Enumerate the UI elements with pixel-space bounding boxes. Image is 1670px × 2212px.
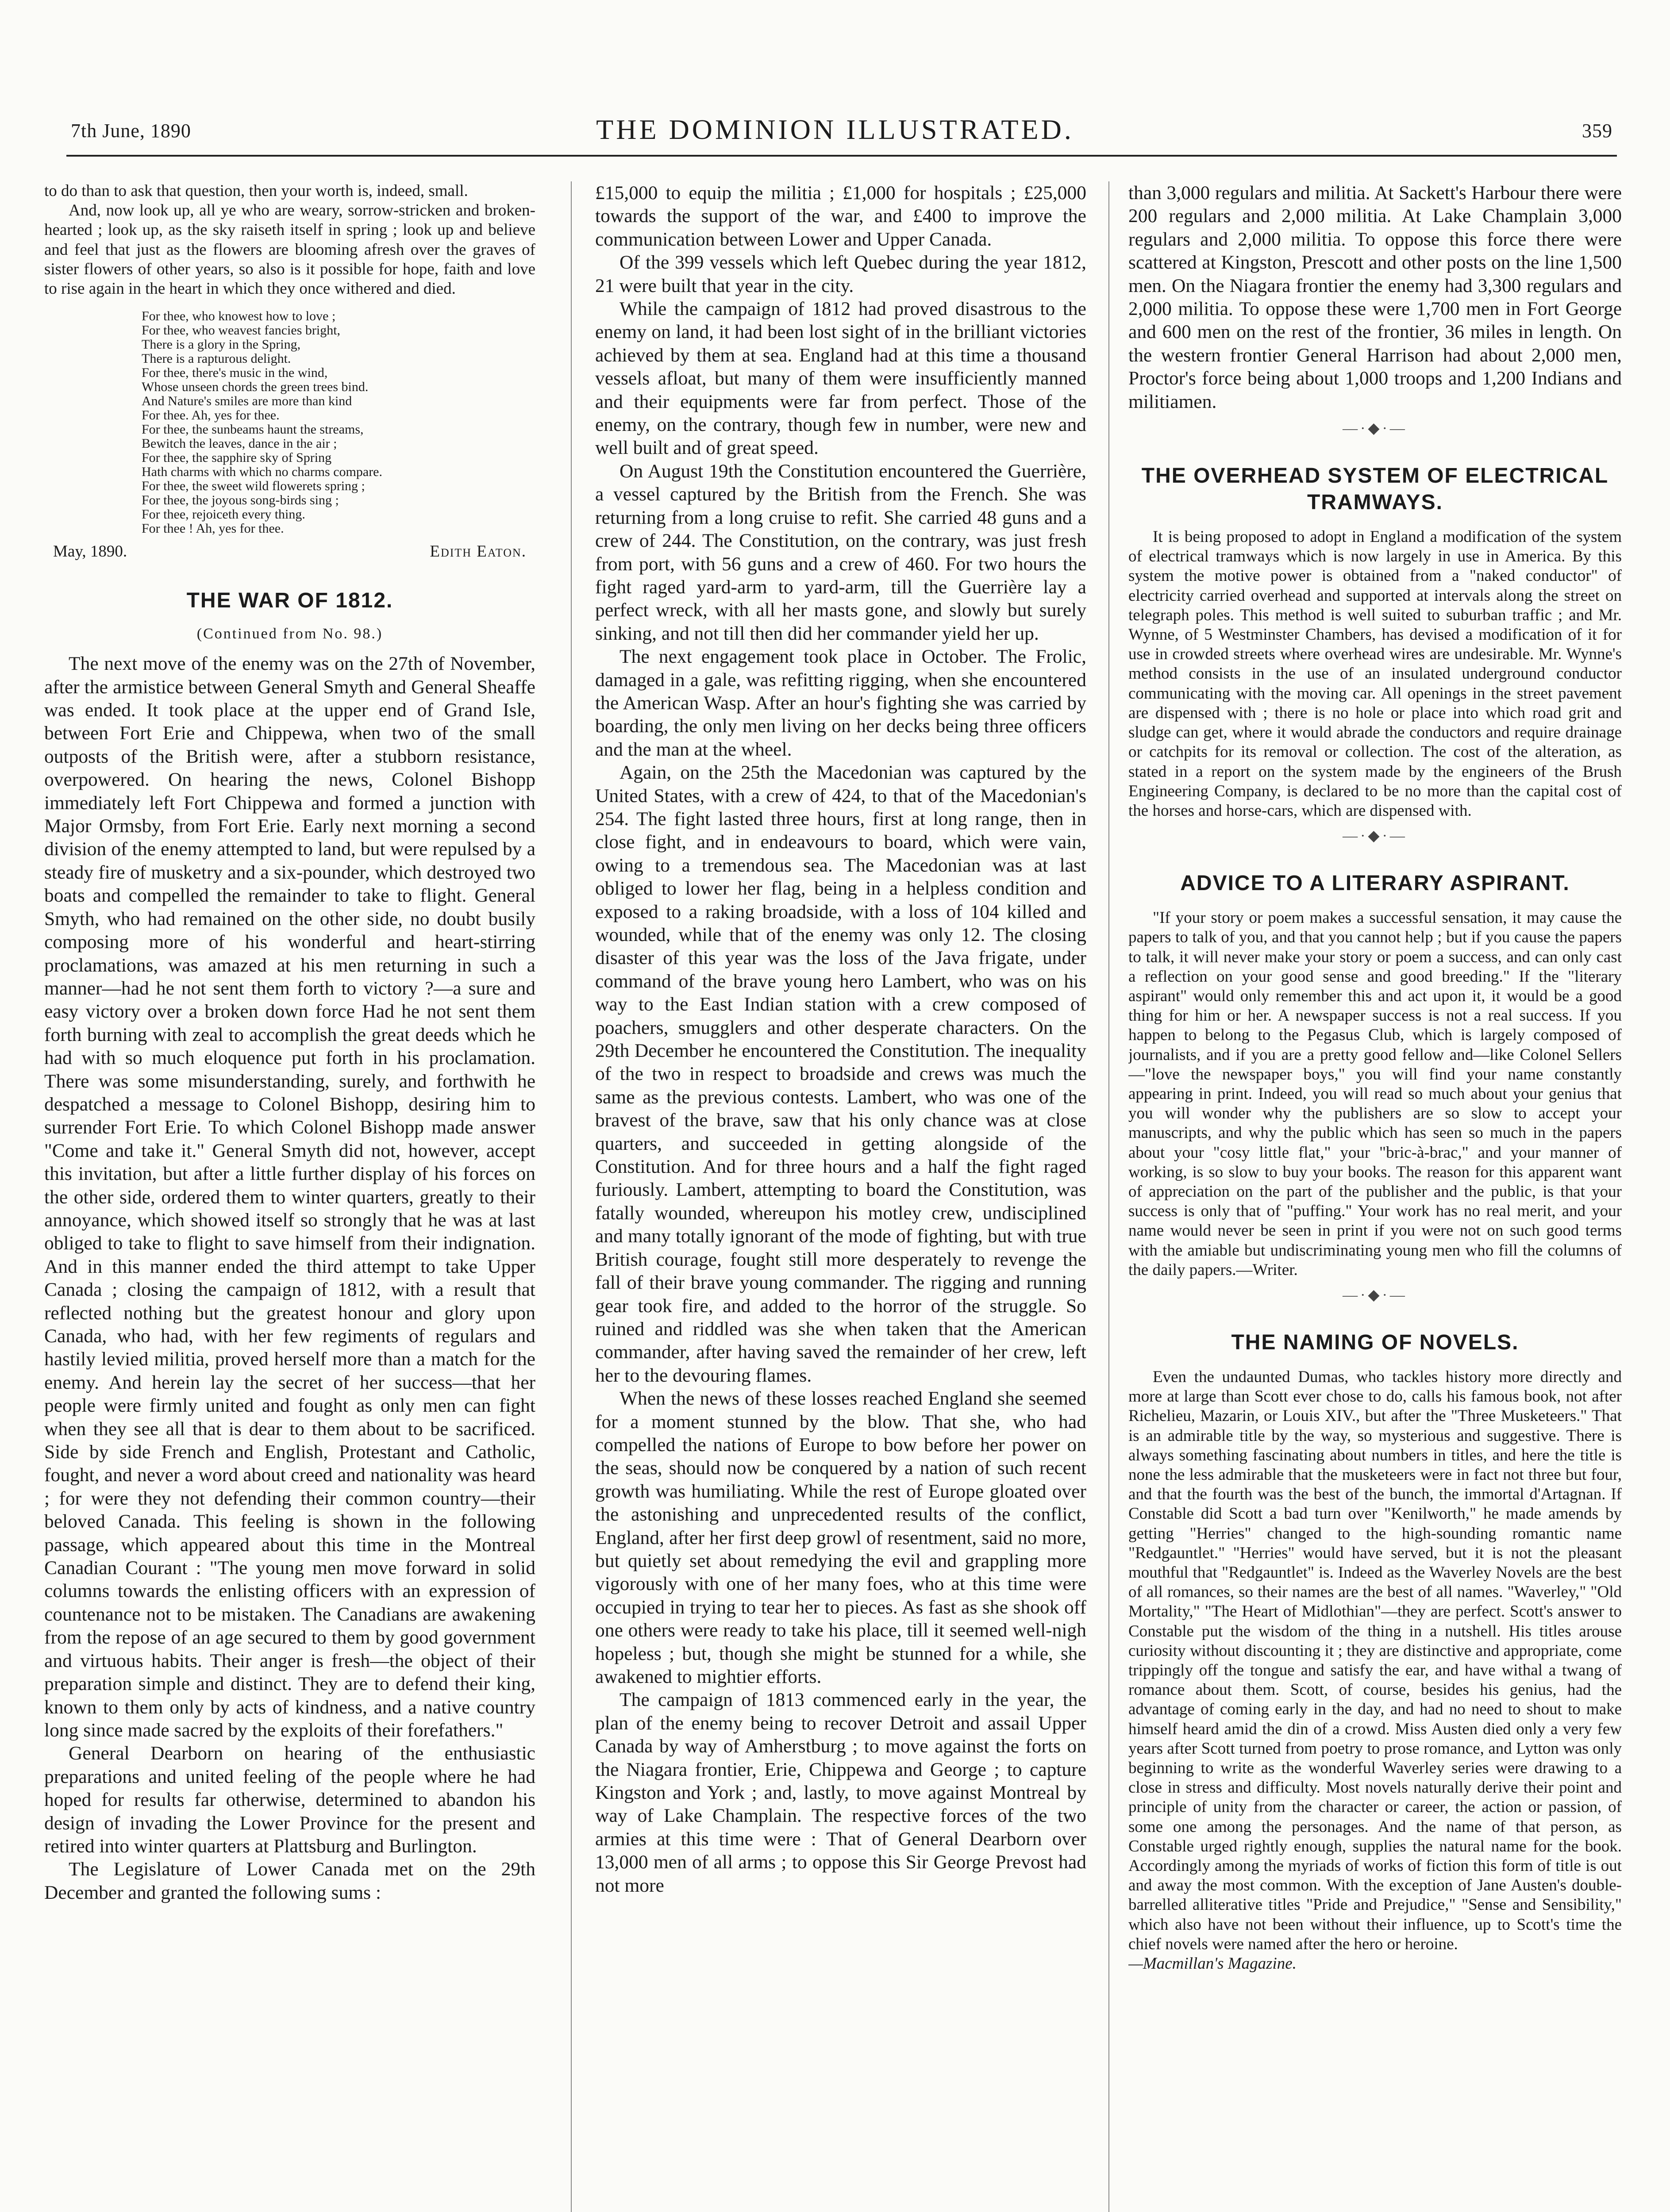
poem-line: For thee, there's music in the wind,	[142, 365, 328, 380]
poem-line: Bewitch the leaves, dance in the air ;	[142, 436, 337, 451]
article-paragraph: The next engagement took place in October. The Frolic, damaged in a gale, was refitting rigging, when she encountered the American Wasp. After an hour's fighting she was carried by boarding, the only men living on her decks being three officers and the man at the wheel.	[595, 646, 1086, 760]
poem-line: For thee, the sapphire sky of Spring	[142, 450, 332, 465]
poem-line: For thee, rejoiceth every thing.	[142, 507, 305, 522]
section-ornament: —·◆·—	[1343, 1286, 1408, 1303]
article-paragraph: While the campaign of 1812 had proved disastrous to the enemy on land, it had been lost sight of in the brilliant victories achieved by them at sea. England had at this time a thousand vessels afloat, but many of them were insufficiently manned and their equipments were far from perfect. Those of the enemy, on the contrary, though few in number, were new and well built and of great speed.	[595, 298, 1086, 459]
poem-line: There is a glory in the Spring,	[142, 337, 301, 352]
poem-line: Hath charms with which no charms compare.	[142, 465, 382, 480]
poem-line: For thee, the sunbeams haunt the streams,	[142, 422, 364, 437]
column-divider	[571, 181, 572, 2212]
article-paragraph: When the news of these losses reached England she seemed for a moment stunned by the blow. That she, who had compelled the nations of Europe to bow before her power on the seas, should now be conquered by a nation of such recent growth was humiliating. While the rest of Europe gloated over the astonishing and unprecedented results of the conflict, England, after her first deep growl of resentment, said no more, but quietly set about remedying the evil and grappling more vigorously with one of her many foes, who at this time were occupied in trying to tear her to pieces. As fast as she shook off one others were ready to take his place, till it seemed well-nigh hopeless ; but, though she might be stunned for a while, she awakened to mightier efforts.	[595, 1388, 1086, 1687]
column-divider	[1108, 181, 1109, 2212]
issue-date: 7th June, 1890	[71, 120, 191, 142]
article-paragraph: On August 19th the Constitution encountered the Guerrière, a vessel captured by the British from the French. She was returning from a long cruise to refit. She carried 48 guns and a crew of 244. The Constitution, on the contrary, was just fresh from port, with 56 guns and a crew of 460. For two hours the fight raged yard-arm to yard-arm, till the Guerrière lay a perfect wreck, with all her masts gone, and slowly but surely sinking, and not till then did her commander yield her up.	[595, 460, 1086, 644]
article-title-war-of-1812: THE WAR OF 1812.	[186, 589, 393, 613]
article-paragraph: The Legislature of Lower Canada met on the 29th December and granted the following sums :	[44, 1859, 535, 1903]
article-paragraph: Again, on the 25th the Macedonian was captured by the United States, with a crew of 424, to that of the Macedonian's 254. The fight lasted three hours, first at long range, then in close fight, and in endeavours to board, which were vain, owing to a tremendous sea. The Macedonian was at last obliged to lower her flag, being in a helpless condition and exposed to a raking broadside, with a loss of 104 killed and wounded, while that of the enemy was only 12. The closing disaster of this year was the loss of the Java frigate, under command of the brave young hero Lambert, who was on his way to the East Indian station with a crew composed of poachers, smugglers and other desperate characters. On the 29th December he encountered the Constitution. The inequality of the two in respect to broadside and crews was much the same as the previous contests. Lambert, who was one of the bravest of the brave, saw that his only chance was at close quarters, and succeeded in getting alongside of the Constitution. And for three hours and a half the fight raged furiously. Lambert, attempting to board the Constitution, was fatally wounded, whereupon his motley crew, undisciplined and many totally ignorant of the mode of fighting, but with true British courage, fought still more desperately to revenge the fall of their brave young commander. The rigging and running gear took fire, and added to the horror of the struggle. So ruined and riddled was she when taken that the American commander, after having saved the remainder of her crew, left her to the devouring flames.	[595, 762, 1086, 1386]
poem-date: May, 1890.	[53, 542, 127, 561]
poem-line: There is a rapturous delight.	[142, 351, 291, 366]
article-paragraph: General Dearborn on hearing of the enthusiastic preparations and united feeling of the people where he had hoped for results far otherwise, determined to abandon his design of invading the Lower Province for the present and retired into winter quarters at Plattsburg and Burlington.	[44, 1743, 535, 1857]
article-subtitle: (Continued from No. 98.)	[196, 626, 383, 642]
article-paragraph: The campaign of 1813 commenced early in the year, the plan of the enemy being to recover Detroit and assail Upper Canada by way of Amherstburg ; to move against the forts on the Niagara frontier, Erie, Chippewa and George ; to capture Kingston and York ; and, lastly, to move against Montreal by way of Lake Champlain. The respective forces of the two armies at this time were : That of General Dearborn over 13,000 men of all arms ; to oppose this Sir George Prevost had not more	[595, 1689, 1086, 1896]
column-left	[44, 181, 535, 2212]
column-middle	[595, 181, 1086, 2212]
poem-line: And Nature's smiles are more than kind	[142, 394, 352, 409]
masthead-title: THE DOMINION ILLUSTRATED.	[596, 114, 1074, 145]
article-title-advice: ADVICE TO A LITERARY ASPIRANT.	[1180, 872, 1570, 895]
section-ornament: —·◆·—	[1343, 420, 1408, 437]
header-rule	[66, 155, 1617, 157]
poem-line: For thee ! Ah, yes for thee.	[142, 521, 284, 536]
poem-line: Whose unseen chords the green trees bind.	[142, 380, 369, 395]
column-right	[1128, 181, 1622, 2212]
article-paragraph: Even the undaunted Dumas, who tackles history more directly and more at large than Scott ever chose to do, calls his famous book, not after Richelieu, Mazarin, or Louis XIV., but after the "Three Musketeers." That is an admirable title by the way, so mysterious and suggestive. There is always something fascinating about numbers in titles, and here the title is none the less admirable that the musketeers were in fact not three but four, and that the fourth was the best of the bunch, the immortal d'Artagnan. If Constable did Scott a bad turn over "Kenilworth," he made amends by getting "Herries" changed to the high-sounding romantic name "Redgauntlet." "Herries" would have served, but it is not the pleasant mouthful that "Redgauntlet" is. Indeed as the Waverley Novels are the best of all romances, so their names are the best of all names. "Waverley," "Old Mortality," "The Heart of Midlothian"—they are perfect. Scott's answer to Constable put the wisdom of the thing in a nutshell. His titles arouse curiosity without discounting it ; they are distinctive and appropriate, come trippingly off the tongue and satisfy the ear, and have withal a twang of romance about them. Scott, of course, besides his genius, had the advantage of coming early in the day, and had no need to shout to make himself heard amid the din of a crowd. Miss Austen died only a very few years after Scott turned from poetry to prose romance, and Lytton was only beginning to write as the wonderful Waverley series were drawing to a close in stress and difficulty. Most novels naturally derive their point and principle of unity from the character or career, the action or passion, of some one among the personages. And the name of that person, as Constable urged rightly enough, supplies the natural name for the book. Accordingly among the myriads of works of fiction this form of title is out and away the most common. With the exception of Jane Austen's double-barrelled alliterative titles "Pride and Prejudice," "Sense and Sensibility," which also have not been without their influence, up to Scott's time the chief novels were named after the hero or heroine.	[1128, 1367, 1622, 1953]
article-paragraph: "If your story or poem makes a successful sensation, it may cause the papers to talk of you, and that you cannot help ; but if you cause the papers to talk, it will never make your story or poem a success, and can only cast a reflection on your good sense and good breeding." If the "literary aspirant" would only remember this and act upon it, it would be a good thing for him or her. A newspaper success is not a real success. If you happen to belong to the Pegasus Club, which is largely composed of journalists, and if you are a pretty good fellow and—like Colonel Sellers—"love the newspaper boys," you will find your name constantly appearing in print. Indeed, you will read so much about your genius that you will wonder why the publishers are so slow to accept your manuscripts, and why the public which has seen so much in the papers about your "cosy little flat," your "bric-à-brac," and your manner of working, is so slow to buy your books. The reason for this apparent want of appreciation on the part of the publisher and the public, is that your success is only that of "puffing." Your work has no real merit, and your name would never be seen in print if you were not on such good terms with the amiable but undiscriminating young men who fill the columns of the daily papers.—Writer.	[1128, 909, 1622, 1279]
poem-line: For thee, who weavest fancies bright,	[142, 323, 341, 338]
poem-line: For thee, the sweet wild flowerets spring ;	[142, 479, 365, 494]
article-paragraph: £15,000 to equip the militia ; £1,000 for hospitals ; £25,000 towards the support of the war, and £400 to improve the communication between Lower and Upper Canada.	[595, 182, 1086, 250]
intro-paragraph: And, now look up, all ye who are weary, sorrow-stricken and broken-hearted ; look up, as the sky raiseth itself in spring ; look up and believe and feel that just as the flowers are blooming afresh over the graves of sister flowers of other years, so also is it possible for hope, faith and love to rise again in the heart in which they once withered and died.	[44, 201, 535, 298]
page-number: 359	[1582, 120, 1612, 142]
article-paragraph: It is being proposed to adopt in England a modification of the system of electrical tramways which is now largely in use in America. By this system the motive power is obtained from a "naked conductor" of electricity carried overhead and supported at intervals along the street on telegraph poles. This method is well suited to suburban traffic ; and Mr. Wynne, of 5 Westminster Chambers, has devised a modification of it for use in crowded streets where overhead wires are undesirable. Mr. Wynne's method consists in the use of an insulated underground conductor communicating with the moving car. All openings in the street pavement are dispensed with ; there is no hole or place into which road grit and sludge can get, where it would abrade the conductors and require drainage or catchpits for its removal or collection. The cost of the alteration, as stated in a report on the system made by the engineers of the Brush Engineering Company, is declared to be no more than the capital cost of the horses and horse-cars, which are dispensed with.	[1128, 528, 1622, 820]
article-title-tramways: THE OVERHEAD SYSTEM OF ELECTRICAL TRAMWAYS.	[1141, 464, 1609, 515]
poem-line: For thee, the joyous song-birds sing ;	[142, 493, 339, 508]
article-title-novels: THE NAMING OF NOVELS.	[1231, 1330, 1519, 1354]
poem-line: For thee. Ah, yes for thee.	[142, 408, 280, 423]
poem-author: Edith Eaton.	[430, 542, 527, 561]
poem	[142, 309, 535, 536]
poem-line: For thee, who knowest how to love ;	[142, 309, 336, 324]
poem-signature	[53, 542, 527, 561]
article-source: —Macmillan's Magazine.	[1128, 1955, 1297, 1973]
intro-paragraph: to do than to ask that question, then your worth is, indeed, small.	[44, 182, 468, 200]
section-ornament: —·◆·—	[1343, 828, 1408, 845]
article-paragraph: Of the 399 vessels which left Quebec during the year 1812, 21 were built that year in the city.	[595, 252, 1086, 296]
article-paragraph: than 3,000 regulars and militia. At Sackett's Harbour there were 200 regulars and 2,000 militia. At Lake Champlain 3,000 regulars and 2,000 militia. To oppose this force there were scattered at Kingston, Prescott and other posts on the line 1,500 men. On the Niagara frontier the enemy had 3,300 regulars and 2,000 militia. To oppose these were 1,700 men in Fort George and 600 men on the rest of the frontier, 36 miles in length. On the western frontier General Harrison had about 2,000 men, Proctor's force being about 1,000 troops and 1,200 Indians and militiamen.	[1128, 182, 1622, 412]
article-paragraph: The next move of the enemy was on the 27th of November, after the armistice between General Smyth and General Sheaffe was ended. It took place at the upper end of Grand Isle, between Fort Erie and Chippewa, when two of the small outposts of the British were, after a stubborn resistance, overpowered. On hearing the news, Colonel Bishopp immediately left Fort Chippewa and formed a junction with Major Ormsby, from Fort Erie. Early next morning a second division of the enemy attempted to land, but were repulsed by a steady fire of musketry and a six-pounder, which destroyed two boats and compelled the remainder to take to flight. General Smyth, who had remained on the other side, no doubt busily composing more of his wonderful and heart-stirring proclamations, was amazed at his men returning in such a manner—had he not sent them forth to victory ?—a sure and easy victory over a broken down force Had he not sent them forth burning with zeal to accomplish the great deeds which he had with so much eloquence put forth in his proclamation. There was some misunderstanding, surely, and forthwith he despatched a message to Colonel Bishopp, desiring him to surrender Fort Erie. To which Colonel Bishopp made answer "Come and take it." General Smyth did not, however, accept this invitation, but after a little further display of his forces on the other side, ordered them to winter quarters, greatly to their annoyance, which showed itself so strongly that he was at last obliged to take to flight to save himself from their indignation. And in this manner ended the third attempt to take Upper Canada ; closing the campaign of 1812, with a result that reflected nothing but the greatest honour and glory upon Canada, who had, with her few regiments of regulars and hastily levied militia, proved herself more than a match for the enemy. And herein lay the secret of her success—that her people were firmly united and fought as only men can fight when they see all that is dear to them about to be sacrificed. Side by side French and English, Protestant and Catholic, fought, and never a word about creed and nationality was heard ; for were they not defending their common country—their beloved Canada. This feeling is shown in the following passage, which appeared about this time in the Montreal Canadian Courant : "The young men move forward in solid columns towards the enlisting officers with an expression of countenance not to be mistaken. The Canadians are awakening from the repose of an age secured to them by good government and virtuous habits. Their anger is fresh—the object of their preparation simple and distinct. They are to defend their king, known to them only by acts of kindness, and a native country long since made sacred by the exploits of their forefathers."	[44, 653, 535, 1741]
